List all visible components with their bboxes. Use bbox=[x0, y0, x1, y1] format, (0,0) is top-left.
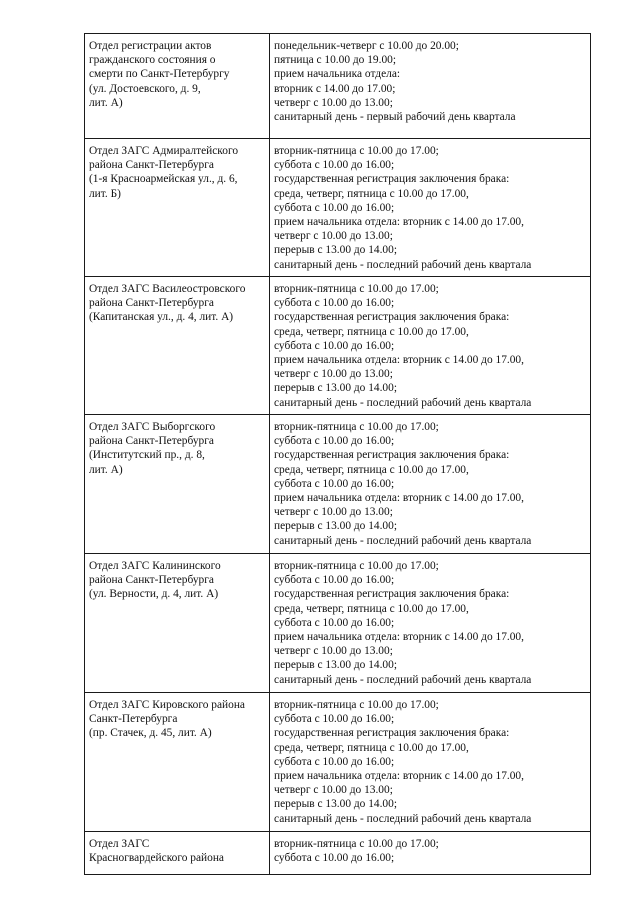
department-cell bbox=[85, 693, 270, 832]
hours-line: среда, четверг, пятница с 10.00 до 17.00, bbox=[274, 325, 469, 338]
hours-line: четверг с 10.00 до 13.00; bbox=[274, 230, 393, 243]
hours-line: суббота с 10.00 до 16.00; bbox=[274, 477, 395, 490]
department-cell bbox=[85, 415, 270, 554]
hours-line: прием начальника отдела: вторник с 14.00 до 17.00, bbox=[274, 216, 524, 229]
table-row bbox=[85, 415, 591, 554]
table-row bbox=[85, 277, 591, 415]
hours-line: государственная регистрация заключения брака: bbox=[274, 311, 510, 324]
hours-line: санитарный день - последний рабочий день квартала bbox=[274, 673, 532, 686]
department-line: Отдел ЗАГС Калининского bbox=[89, 560, 221, 572]
department-line: (ул. Достоевского, д. 9, bbox=[89, 82, 201, 95]
department-line: Санкт-Петербурга bbox=[89, 713, 178, 726]
department-line: Отдел ЗАГС Кировского района bbox=[89, 699, 245, 711]
department-cell bbox=[85, 277, 270, 415]
hours-line: вторник с 14.00 до 17.00; bbox=[274, 82, 396, 95]
hours-line: пятница с 10.00 до 19.00; bbox=[274, 54, 397, 67]
hours-line: вторник-пятница с 10.00 до 17.00; bbox=[274, 560, 439, 572]
department-line: смерти по Санкт-Петербургу bbox=[89, 68, 230, 81]
hours-line: вторник-пятница с 10.00 до 17.00; bbox=[274, 699, 439, 711]
hours-line: суббота с 10.00 до 16.00; bbox=[274, 435, 395, 448]
hours-line: среда, четверг, пятница с 10.00 до 17.00, bbox=[274, 463, 469, 476]
table-row bbox=[85, 832, 591, 875]
hours-line: понедельник-четверг с 10.00 до 20.00; bbox=[274, 40, 459, 52]
hours-line: среда, четверг, пятница с 10.00 до 17.00, bbox=[274, 602, 469, 615]
hours-cell bbox=[270, 139, 591, 277]
hours-line: вторник-пятница с 10.00 до 17.00; bbox=[274, 283, 439, 295]
hours-cell bbox=[270, 34, 591, 139]
department-line: района Санкт-Петербурга bbox=[89, 297, 214, 310]
department-line: лит. А) bbox=[89, 96, 123, 109]
hours-line: четверг с 10.00 до 13.00; bbox=[274, 368, 393, 381]
hours-line: суббота с 10.00 до 16.00; bbox=[274, 574, 395, 587]
department-line: района Санкт-Петербурга bbox=[89, 159, 214, 172]
hours-cell bbox=[270, 554, 591, 693]
department-cell bbox=[85, 139, 270, 277]
hours-line: суббота с 10.00 до 16.00; bbox=[274, 616, 395, 629]
hours-line: перерыв с 13.00 до 14.00; bbox=[274, 798, 397, 811]
department-line: (Капитанская ул., д. 4, лит. А) bbox=[89, 311, 234, 324]
hours-line: прием начальника отдела: вторник с 14.00 до 17.00, bbox=[274, 492, 524, 505]
hours-line: государственная регистрация заключения брака: bbox=[274, 588, 510, 601]
hours-cell bbox=[270, 277, 591, 415]
hours-cell bbox=[270, 415, 591, 554]
department-line: (1-я Красноармейская ул., д. 6, bbox=[89, 173, 238, 186]
hours-line: государственная регистрация заключения брака: bbox=[274, 173, 510, 186]
hours-line: суббота с 10.00 до 16.00; bbox=[274, 339, 395, 352]
hours-line: санитарный день - первый рабочий день квартала bbox=[274, 111, 516, 124]
hours-line: перерыв с 13.00 до 14.00; bbox=[274, 244, 397, 257]
hours-line: государственная регистрация заключения брака: bbox=[274, 727, 510, 740]
hours-line: суббота с 10.00 до 16.00; bbox=[274, 755, 395, 768]
hours-line: четверг с 10.00 до 13.00; bbox=[274, 506, 393, 519]
hours-line: санитарный день - последний рабочий день квартала bbox=[274, 812, 532, 825]
department-line: (ул. Верности, д. 4, лит. А) bbox=[89, 588, 219, 601]
hours-line: перерыв с 13.00 до 14.00; bbox=[274, 382, 397, 395]
department-line: Отдел регистрации актов bbox=[89, 40, 212, 52]
department-line: лит. Б) bbox=[89, 187, 121, 200]
hours-line: суббота с 10.00 до 16.00; bbox=[274, 159, 395, 172]
department-line: Отдел ЗАГС Выборгского bbox=[89, 421, 216, 433]
hours-line: санитарный день - последний рабочий день квартала bbox=[274, 534, 532, 547]
department-line: лит. А) bbox=[89, 463, 123, 476]
department-cell bbox=[85, 554, 270, 693]
hours-line: прием начальника отдела: bbox=[274, 68, 401, 81]
hours-line: суббота с 10.00 до 16.00; bbox=[274, 201, 395, 214]
department-line: (пр. Стачек, д. 45, лит. А) bbox=[89, 727, 212, 740]
hours-cell bbox=[270, 693, 591, 832]
hours-cell bbox=[270, 832, 591, 875]
hours-line: вторник-пятница с 10.00 до 17.00; bbox=[274, 421, 439, 433]
table-row bbox=[85, 554, 591, 693]
department-line: Отдел ЗАГС Василеостровского bbox=[89, 283, 246, 295]
schedule-table bbox=[84, 33, 591, 875]
department-line: района Санкт-Петербурга bbox=[89, 435, 214, 448]
hours-line: вторник-пятница с 10.00 до 17.00; bbox=[274, 838, 439, 850]
table-row bbox=[85, 139, 591, 277]
department-line: Красногвардейского района bbox=[89, 852, 224, 865]
table-row bbox=[85, 34, 591, 139]
hours-line: суббота с 10.00 до 16.00; bbox=[274, 852, 395, 865]
hours-line: перерыв с 13.00 до 14.00; bbox=[274, 520, 397, 533]
hours-line: санитарный день - последний рабочий день квартала bbox=[274, 396, 532, 409]
schedule-table-body bbox=[85, 34, 591, 875]
hours-line: четверг с 10.00 до 13.00; bbox=[274, 96, 393, 109]
department-line: района Санкт-Петербурга bbox=[89, 574, 214, 587]
department-line: Отдел ЗАГС bbox=[89, 838, 150, 850]
hours-line: четверг с 10.00 до 13.00; bbox=[274, 784, 393, 797]
hours-line: прием начальника отдела: вторник с 14.00 до 17.00, bbox=[274, 770, 524, 783]
hours-line: суббота с 10.00 до 16.00; bbox=[274, 297, 395, 310]
hours-line: государственная регистрация заключения брака: bbox=[274, 449, 510, 462]
department-line: Отдел ЗАГС Адмиралтейского bbox=[89, 145, 239, 157]
department-cell bbox=[85, 832, 270, 875]
hours-line: прием начальника отдела: вторник с 14.00 до 17.00, bbox=[274, 631, 524, 644]
hours-line: суббота с 10.00 до 16.00; bbox=[274, 713, 395, 726]
department-line: гражданского состояния о bbox=[89, 54, 216, 67]
hours-line: перерыв с 13.00 до 14.00; bbox=[274, 659, 397, 672]
hours-line: вторник-пятница с 10.00 до 17.00; bbox=[274, 145, 439, 157]
hours-line: среда, четверг, пятница с 10.00 до 17.00, bbox=[274, 741, 469, 754]
table-row bbox=[85, 693, 591, 832]
department-line: (Институтский пр., д. 8, bbox=[89, 449, 205, 462]
hours-line: четверг с 10.00 до 13.00; bbox=[274, 645, 393, 658]
department-cell bbox=[85, 34, 270, 139]
hours-line: среда, четверг, пятница с 10.00 до 17.00, bbox=[274, 187, 469, 200]
hours-line: прием начальника отдела: вторник с 14.00 до 17.00, bbox=[274, 354, 524, 367]
hours-line: санитарный день - последний рабочий день квартала bbox=[274, 258, 532, 271]
